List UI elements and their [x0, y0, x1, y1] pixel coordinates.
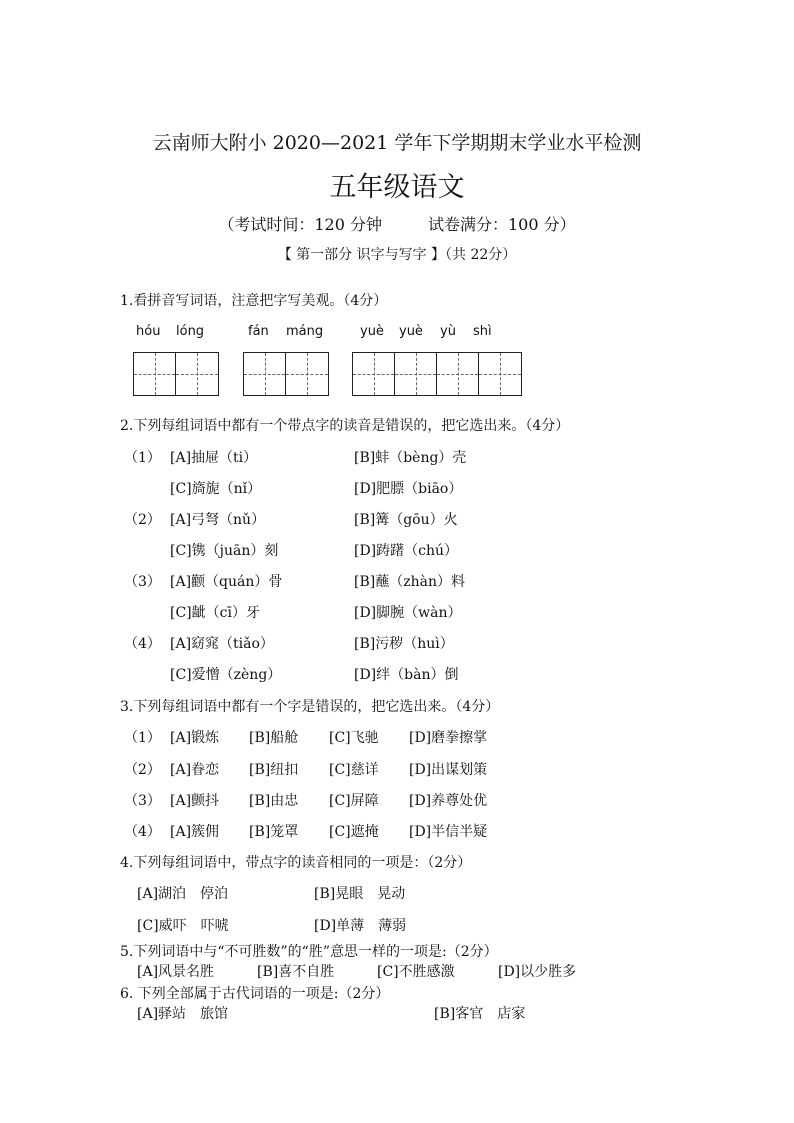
option-c[interactable]: [C]慈详 — [329, 762, 379, 778]
option-d[interactable]: [D]踌躇（chú） — [354, 543, 459, 559]
question-3-stem: 3.下列每组词语中都有一个字是错误的，把它选出来。（4分） — [120, 699, 500, 715]
option-d[interactable]: [D]出谋划策 — [409, 762, 488, 778]
writing-grid-2[interactable] — [243, 352, 329, 396]
option-a[interactable]: [A]窈窕（tiǎo） — [170, 636, 274, 652]
writing-cell[interactable] — [395, 353, 437, 395]
item-number: （3） — [124, 793, 161, 809]
question-5-stem: 5.下列词语中与“不可胜数”的“胜”意思一样的一项是:（2分） — [120, 944, 498, 960]
option-d[interactable]: [D]单薄 薄弱 — [314, 918, 407, 934]
option-d[interactable]: [D]养尊处优 — [409, 793, 488, 809]
option-d[interactable]: [D]脚腕（wàn） — [354, 605, 462, 621]
option-a[interactable]: [A]弓弩（nǔ） — [170, 512, 266, 528]
option-c[interactable]: [C]不胜感激 — [377, 964, 455, 980]
writing-cell[interactable] — [437, 353, 479, 395]
pinyin: fán — [248, 324, 269, 339]
option-c[interactable]: [C]镌（juān）刻 — [170, 543, 279, 559]
writing-cell[interactable] — [353, 353, 395, 395]
option-d[interactable]: [D]肥膘（biāo） — [354, 481, 463, 497]
writing-cell[interactable] — [176, 353, 218, 395]
option-a[interactable]: [A]抽屉（ti） — [170, 450, 258, 466]
option-a[interactable]: [A]锻炼 — [170, 730, 220, 746]
pinyin: yuè — [360, 324, 384, 339]
question-6-stem: 6. 下列全部属于古代词语的一项是:（2分） — [120, 986, 390, 1002]
pinyin: yuè — [399, 324, 423, 339]
option-b[interactable]: [B]船舱 — [249, 730, 299, 746]
item-number: （2） — [124, 512, 161, 528]
pinyin: lóng — [176, 324, 205, 339]
exam-time: （考试时间：120 分钟 — [218, 215, 382, 234]
option-a[interactable]: [A]风景名胜 — [137, 964, 215, 980]
option-c[interactable]: [C]遮掩 — [329, 824, 379, 840]
item-number: （3） — [124, 574, 161, 590]
pinyin: yù — [440, 324, 456, 339]
option-b[interactable]: [B]晃眼 晃动 — [314, 886, 406, 902]
option-a[interactable]: [A]颤抖 — [170, 793, 220, 809]
option-b[interactable]: [B]笼罩 — [249, 824, 299, 840]
item-number: （1） — [124, 450, 161, 466]
option-c[interactable]: [C]威吓 吓唬 — [137, 918, 229, 934]
exam-title: 云南师大附小 2020—2021 学年下学期期末学业水平检测 — [152, 132, 642, 154]
option-b[interactable]: [B]纽扣 — [249, 762, 299, 778]
question-4-stem: 4.下列每组词语中，带点字的读音相同的一项是：（2分） — [120, 855, 472, 871]
exam-subject: 五年级语文 — [329, 172, 465, 203]
option-b[interactable]: [B]蚌（bèng）壳 — [354, 450, 467, 466]
option-a[interactable]: [A]眷恋 — [170, 762, 220, 778]
option-d[interactable]: [D]半信半疑 — [409, 824, 488, 840]
writing-grid-3[interactable] — [352, 352, 522, 396]
option-c[interactable]: [C]旖旎（nǐ） — [170, 481, 262, 497]
option-d[interactable]: [D]磨拳擦掌 — [409, 730, 488, 746]
option-b[interactable]: [B]篝（gōu）火 — [354, 512, 458, 528]
option-b[interactable]: [B]喜不自胜 — [257, 964, 335, 980]
item-number: （4） — [124, 636, 161, 652]
option-c[interactable]: [C]龇（cī）牙 — [170, 605, 260, 621]
option-a[interactable]: [A]湖泊 停泊 — [137, 886, 229, 902]
writing-grid-1[interactable] — [133, 352, 219, 396]
option-d[interactable]: [D]以少胜多 — [498, 964, 577, 980]
option-b[interactable]: [B]由忠 — [249, 793, 299, 809]
question-1-stem: 1.看拼音写词语，注意把字写美观。（4分） — [120, 293, 388, 309]
option-b[interactable]: [B]污秽（huì） — [354, 636, 454, 652]
option-b[interactable]: [B]蘸（zhàn）料 — [354, 574, 465, 590]
option-b[interactable]: [B]客官 店家 — [434, 1006, 526, 1022]
question-2-stem: 2.下列每组词语中都有一个带点字的读音是错误的，把它选出来。（4分） — [120, 418, 570, 434]
option-a[interactable]: [A]驿站 旅馆 — [137, 1006, 229, 1022]
item-number: （4） — [124, 824, 161, 840]
option-c[interactable]: [C]爱憎（zèng） — [170, 667, 282, 683]
exam-score: 试卷满分：100 分） — [428, 215, 576, 234]
item-number: （2） — [124, 762, 161, 778]
writing-cell[interactable] — [286, 353, 328, 395]
pinyin: hóu — [136, 324, 161, 339]
writing-cell[interactable] — [479, 353, 521, 395]
option-c[interactable]: [C]屏障 — [329, 793, 379, 809]
pinyin: máng — [286, 324, 324, 339]
exam-info — [0, 212, 794, 235]
pinyin: shì — [473, 324, 492, 339]
option-a[interactable]: [A]簇佣 — [170, 824, 220, 840]
option-c[interactable]: [C]飞驰 — [329, 730, 379, 746]
option-a[interactable]: [A]颧（quán）骨 — [170, 574, 283, 590]
writing-cell[interactable] — [244, 353, 286, 395]
item-number: （1） — [124, 730, 161, 746]
option-d[interactable]: [D]绊（bàn）倒 — [354, 667, 459, 683]
writing-cell[interactable] — [134, 353, 176, 395]
section-heading: 【 第一部分 识字与写字 】（共 22分） — [277, 247, 517, 263]
